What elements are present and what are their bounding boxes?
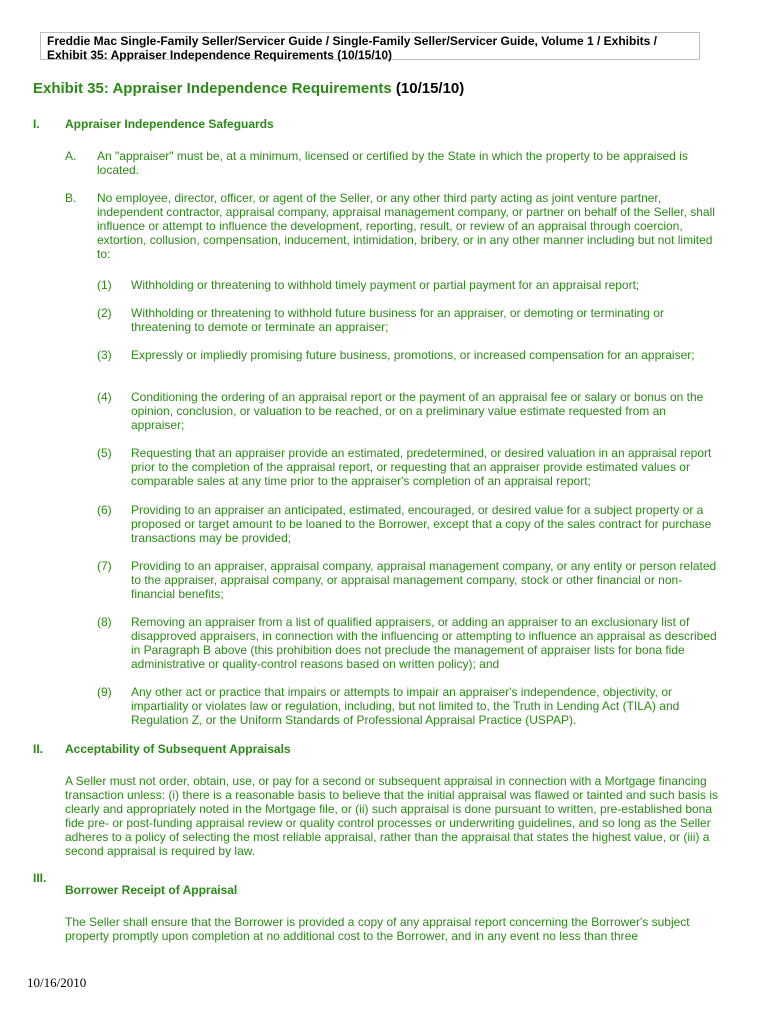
list-item-text: Providing to an appraiser an anticipated, estimated, encouraged, or desired value for a subject property or a proposed or target amount to be loaned to the Borrower, except that a copy of the sales contract for purchase transactions may be provided; [131, 503, 712, 545]
paragraph-a-letter: A. [65, 149, 77, 163]
breadcrumb: Freddie Mac Single-Family Seller/Servicer Guide / Single-Family Seller/Servicer Guide, Volume 1 / Exhibits / Exhibit 35: Appraiser Independence Requirements (10/15/10) [40, 32, 700, 60]
list-item-number: (1) [97, 278, 112, 292]
list-item-number: (8) [97, 615, 112, 629]
section-2-text: A Seller must not order, obtain, use, or pay for a second or subsequent appraisal in connection with a Mortgage financing transaction unless: (i) there is a reasonable basis to believe that the initial appraisal was flawed or tainted and such basis is clearly and appropriately noted in the Mortgage file, or (ii) such appraisal is done pursuant to written, pre-established bona fide pre- or post-funding appraisal review or quality control processes or underwriting guidelines, and so long as the Seller adheres to a policy of selecting the most reliable appraisal, rather than the appraisal that states the highest value, or (iii) a second appraisal is required by law. [65, 774, 719, 858]
list-item-number: (3) [97, 348, 112, 362]
section-3-text: The Seller shall ensure that the Borrower is provided a copy of any appraisal report concerning the Borrower's subject property promptly upon completion at no additional cost to the Borrower, and in any event no less than three [65, 915, 690, 943]
list-item-text: Withholding or threatening to withhold future business for an appraiser, or demoting or terminating or threatening to demote or terminate an appraiser; [131, 306, 664, 334]
title-date: (10/15/10) [395, 80, 465, 97]
section-3-title: Borrower Receipt of Appraisal [65, 883, 238, 897]
paragraph-b-text: No employee, director, officer, or agent of the Seller, or any other third party acting as joint venture partner, independent contractor, appraisal company, appraisal management company, or partner on behalf of the Seller, shall influence or attempt to influence the development, reporting, result, or review of an appraisal through coercion, extortion, collusion, compensation, inducement, intimidation, bribery, or in any other manner including but not limited to: [97, 191, 715, 261]
list-item-text: Requesting that an appraiser provide an estimated, predetermined, or desired valuation in an appraisal report prior to the completion of the appraisal report, or requesting that an appraiser provide estimated values or comparable sales at any time prior to the appraiser's completion of an appraisal report; [131, 446, 712, 488]
paragraph-b-letter: B. [65, 191, 77, 205]
list-item-number: (9) [97, 685, 112, 699]
page-title [33, 80, 464, 97]
section-2-number: II. [33, 742, 44, 756]
list-item-text: Expressly or impliedly promising future business, promotions, or increased compensation for an appraiser; [131, 348, 695, 362]
paragraph-a-text: An "appraiser" must be, at a minimum, licensed or certified by the State in which the property to be appraised is located. [97, 149, 688, 177]
section-2-title: Acceptability of Subsequent Appraisals [65, 742, 291, 756]
footer-date: 10/16/2010 [27, 975, 87, 990]
list-item-number: (7) [97, 559, 112, 573]
list-item-text: Withholding or threatening to withhold timely payment or partial payment for an appraisal report; [131, 278, 640, 292]
list-item-number: (6) [97, 503, 112, 517]
list-item-text: Any other act or practice that impairs or attempts to impair an appraiser's independence, objectivity, or impartiality or violates law or regulation, including, but not limited to, the Truth in Lending Act (TILA) and Regulation Z, or the Uniform Standards of Professional Appraisal Practice (USPAP). [131, 685, 680, 727]
list-item-text: Conditioning the ordering of an appraisal report or the payment of an appraisal fee or salary or bonus on the opinion, conclusion, or valuation to be reached, or on a preliminary value estimate requested from an appraiser; [131, 390, 704, 432]
list-item-text: Removing an appraiser from a list of qualified appraisers, or adding an appraiser to an exclusionary list of disapproved appraisers, in connection with the influencing or attempting to influence an appraisal as described in Paragraph B above (this prohibition does not preclude the management of appraiser lists for bona fide administrative or quality-control reasons based on written policy); and [131, 615, 717, 671]
list-item-number: (4) [97, 390, 112, 404]
title-main: Exhibit 35: Appraiser Independence Requirements [33, 80, 392, 97]
section-1-number: I. [33, 117, 40, 131]
list-item-number: (5) [97, 446, 112, 460]
list-item-text: Providing to an appraiser, appraisal company, appraisal management company, or any entity or person related to the appraiser, appraisal company, or appraisal management company, stock or other financial or non-financial benefits; [131, 559, 717, 601]
section-1-title: Appraiser Independence Safeguards [65, 117, 274, 131]
section-3-number: III. [33, 871, 47, 885]
list-item-number: (2) [97, 306, 112, 320]
